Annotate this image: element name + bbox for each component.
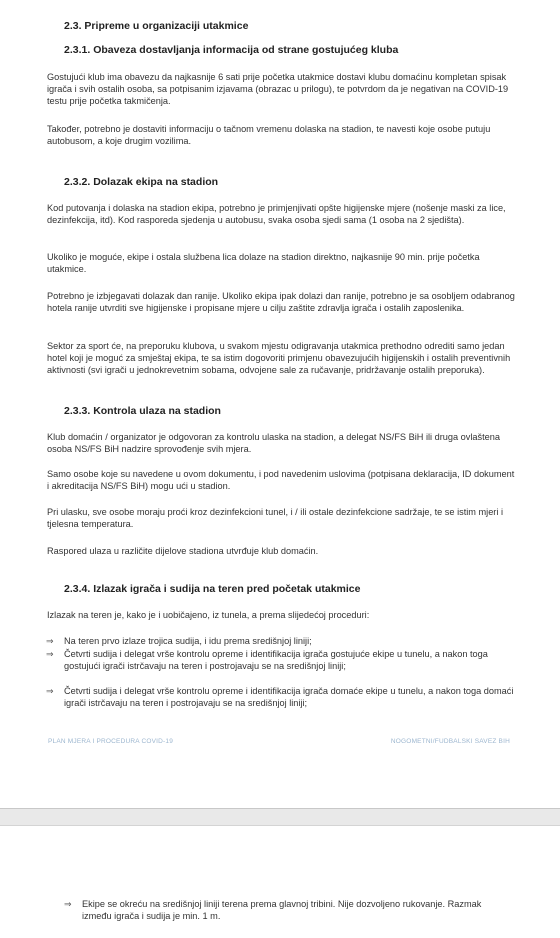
page-separator: [0, 808, 560, 826]
document-page-2: [0, 826, 560, 938]
paragraph: Kod putovanja i dolaska na stadion ekipa, potrebno je primjenjivati opšte higijenske mjere (nošenje maski za lice, dezinfekcija, itd). Kod rasporeda sjedenja u autobusu, svaka osoba sjedi sama (1 osoba na 2 sjedišta).: [47, 203, 506, 225]
section-heading-2-3: 2.3. Pripreme u organizaciji utakmice: [64, 20, 249, 32]
list-item-text: Četvrti sudija i delegat vrše kontrolu opreme i identifikacija igrača domaće ekipe u tunelu, a nakon toga domaći igrači istrčavaju na teren i postrojavaju se na središnjoj liniji;: [64, 686, 514, 708]
paragraph: Gostujući klub ima obavezu da najkasnije 6 sati prije početka utakmice dostavi klubu domaćinu kompletan spisak igrača i svih ostalih osoba, sa potpisanim izjavama (obrazac u prilogu), te potvrdom da je negativan na COVID-19 testu prije početka takmičenja.: [47, 72, 509, 106]
arrow-right-icon: ⇒: [46, 686, 54, 696]
section-heading-2-3-3: 2.3.3. Kontrola ulaza na stadion: [64, 405, 221, 417]
list-item-text: Na teren prvo izlaze trojica sudija, i idu prema središnjoj liniji;: [64, 636, 312, 646]
paragraph: Također, potrebno je dostaviti informaciju o tačnom vremenu dolaska na stadion, te navesti koje osobe putuju autobusom, a koje drugim vozilima.: [47, 124, 491, 146]
section-heading-2-3-1: 2.3.1. Obaveza dostavljanja informacija od strane gostujućeg kluba: [64, 44, 399, 56]
list-item: [46, 635, 514, 647]
footer-right: NOGOMETNI/FUDBALSKI SAVEZ BIH: [390, 738, 510, 745]
arrow-right-icon: ⇒: [46, 636, 54, 646]
paragraph: Raspored ulaza u različite dijelove stadiona utvrđuje klub domaćin.: [47, 546, 319, 556]
list-item: [46, 685, 514, 709]
list-item-text: Četvrti sudija i delegat vrše kontrolu opreme i identifikacija igrača gostujuće ekipe u tunelu, a nakon toga gostujući igrači istrčavaju na teren i postrojavaju se na središnjoj liniji;: [64, 649, 488, 671]
paragraph: Potrebno je izbjegavati dolazak dan ranije. Ukoliko ekipa ipak dolazi dan ranije, potrebno je sa osobljem odabranog hotela ranije utvrditi sve higijenske i propisane mjere u cilju zaštite zdravlja igrača i ostalih zaposlenika.: [47, 291, 515, 313]
paragraph: Klub domaćin / organizator je odgovoran za kontrolu ulaska na stadion, a delegat NS/FS BiH ili druga ovlaštena osoba NS/FS BiH nadzire sprovođenje svih mjera.: [47, 432, 501, 454]
arrow-right-icon: ⇒: [46, 649, 54, 659]
paragraph: Sektor za sport će, na preporuku klubova, u svakom mjestu odigravanja utakmica prethodno odrediti samo jedan hotel koji je moguć za smještaj ekipa, te sa istim dogovoriti primjenu obavezujućih higijenskih i ostalih preventivnih aktivnosti (svi igrači u jednokrevetnim sobama, odvojene sale za ručavanje, pridržavanje ostalih preporuka).: [47, 341, 511, 375]
paragraph: Ukoliko je moguće, ekipe i ostala službena lica dolaze na stadion direktno, najkasnije 90 min. prije početka utakmice.: [47, 252, 480, 274]
footer-left: PLAN MJERA I PROCEDURA COVID-19: [48, 738, 174, 745]
section-heading-2-3-2: 2.3.2. Dolazak ekipa na stadion: [64, 176, 219, 188]
paragraph: Izlazak na teren je, kako je i uobičajeno, iz tunela, a prema slijedećoj proceduri:: [47, 610, 370, 620]
paragraph: Pri ulasku, sve osobe moraju proći kroz dezinfekcioni tunel, i / ili ostale dezinfekcione sadržaje, te se istim mjeri i tjelesna temperatura.: [47, 507, 504, 529]
list-item: [46, 648, 514, 672]
arrow-right-icon: ⇒: [64, 899, 72, 909]
list-item: [64, 898, 502, 922]
section-heading-2-3-4: 2.3.4. Izlazak igrača i sudija na teren pred početak utakmice: [64, 583, 361, 595]
list-item-text: Ekipe se okreću na središnjoj liniji terena prema glavnoj tribini. Nije dozvoljeno rukovanje. Razmak između igrača i sudija je min. 1 m.: [82, 899, 482, 921]
paragraph: Samo osobe koje su navedene u ovom dokumentu, i pod navedenim uslovima (potpisana deklaracija, ID dokument i akreditacija NS/FS BiH) mogu ući u stadion.: [47, 469, 515, 491]
